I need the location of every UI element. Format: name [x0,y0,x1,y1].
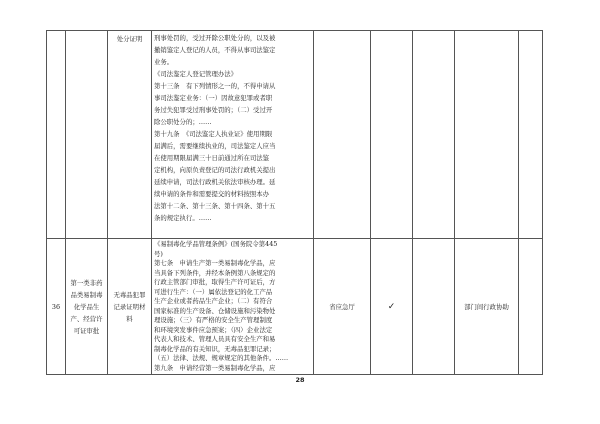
item-name [66,31,108,239]
material-cell: 处分证明 [108,31,152,239]
legal-basis-cell: 《易制毒化学品管理条例》(国务院令第445 号) 第七条 申请生产第一类易制毒化学品，应 当具备下列条件，并经本条例第八条规定的 行政主管部门审批，取得生产许可证后，方 可进行生产：（一）属依法登记的化工产品 生产企业或者药品生产企业；（二）有符合 国家标准的生产设备、仓储设施和污染物处 理设施；（三）有严格的安全生产管理制度 和环境突发事件应急预案；（四）企业法定 代表人和技术、管理人员具有安全生产和易 制毒化学品的有关知识，无毒品犯罪记录； （五）法律、法规、规章规定的其他条件。…… 第九条 申请经营第一类易制毒化学品，应 [152,239,314,375]
empty-cell [519,239,543,375]
empty-cell [413,239,455,375]
material-cell: 无毒品犯罪记录证明材料 [108,239,152,375]
item-name: 第一类非药品类易制毒化学品生产、经营许可证审批 [66,239,108,375]
legal-basis-cell: 刑事处罚的，受过开除公职处分的，以及被 撤销鉴定人登记的人员，不得从事司法鉴定 业务。 《司法鉴定人登记管理办法》 第十三条 有下列情形之一的，不得申请从 事司法鉴定业务：（一）因故意犯罪或者职 务过失犯罪受过刑事处罚的；（二）受过开 除公职处分的；…… 第十九条 《司法鉴定人执业证》使用期限 届满后，需要继续执业的，司法鉴定人应当 在使用期限届满三十日前通过所在司法鉴 定机构，向原负责登记的司法行政机关提出 延续申请，司法行政机关依法审核办理。延 续申请的条件和需要提交的材料按照本办 法第十二条、第十三条、第十四条、第十五 条的规定执行。…… [152,31,314,239]
table-row [47,31,543,239]
page-number: 28 [295,376,305,384]
document-table [46,30,543,375]
empty-cell [413,31,455,239]
check-icon: ✓ [371,239,413,375]
row-index [47,31,66,239]
dept-cell [314,31,371,239]
check-cell [371,31,413,239]
dept-cell: 省应急厅 [314,239,371,375]
note-cell: 部门间行政协助 [455,239,519,375]
note-cell [455,31,519,239]
row-index: 36 [47,239,66,375]
empty-cell [519,31,543,239]
table-row [47,239,543,375]
